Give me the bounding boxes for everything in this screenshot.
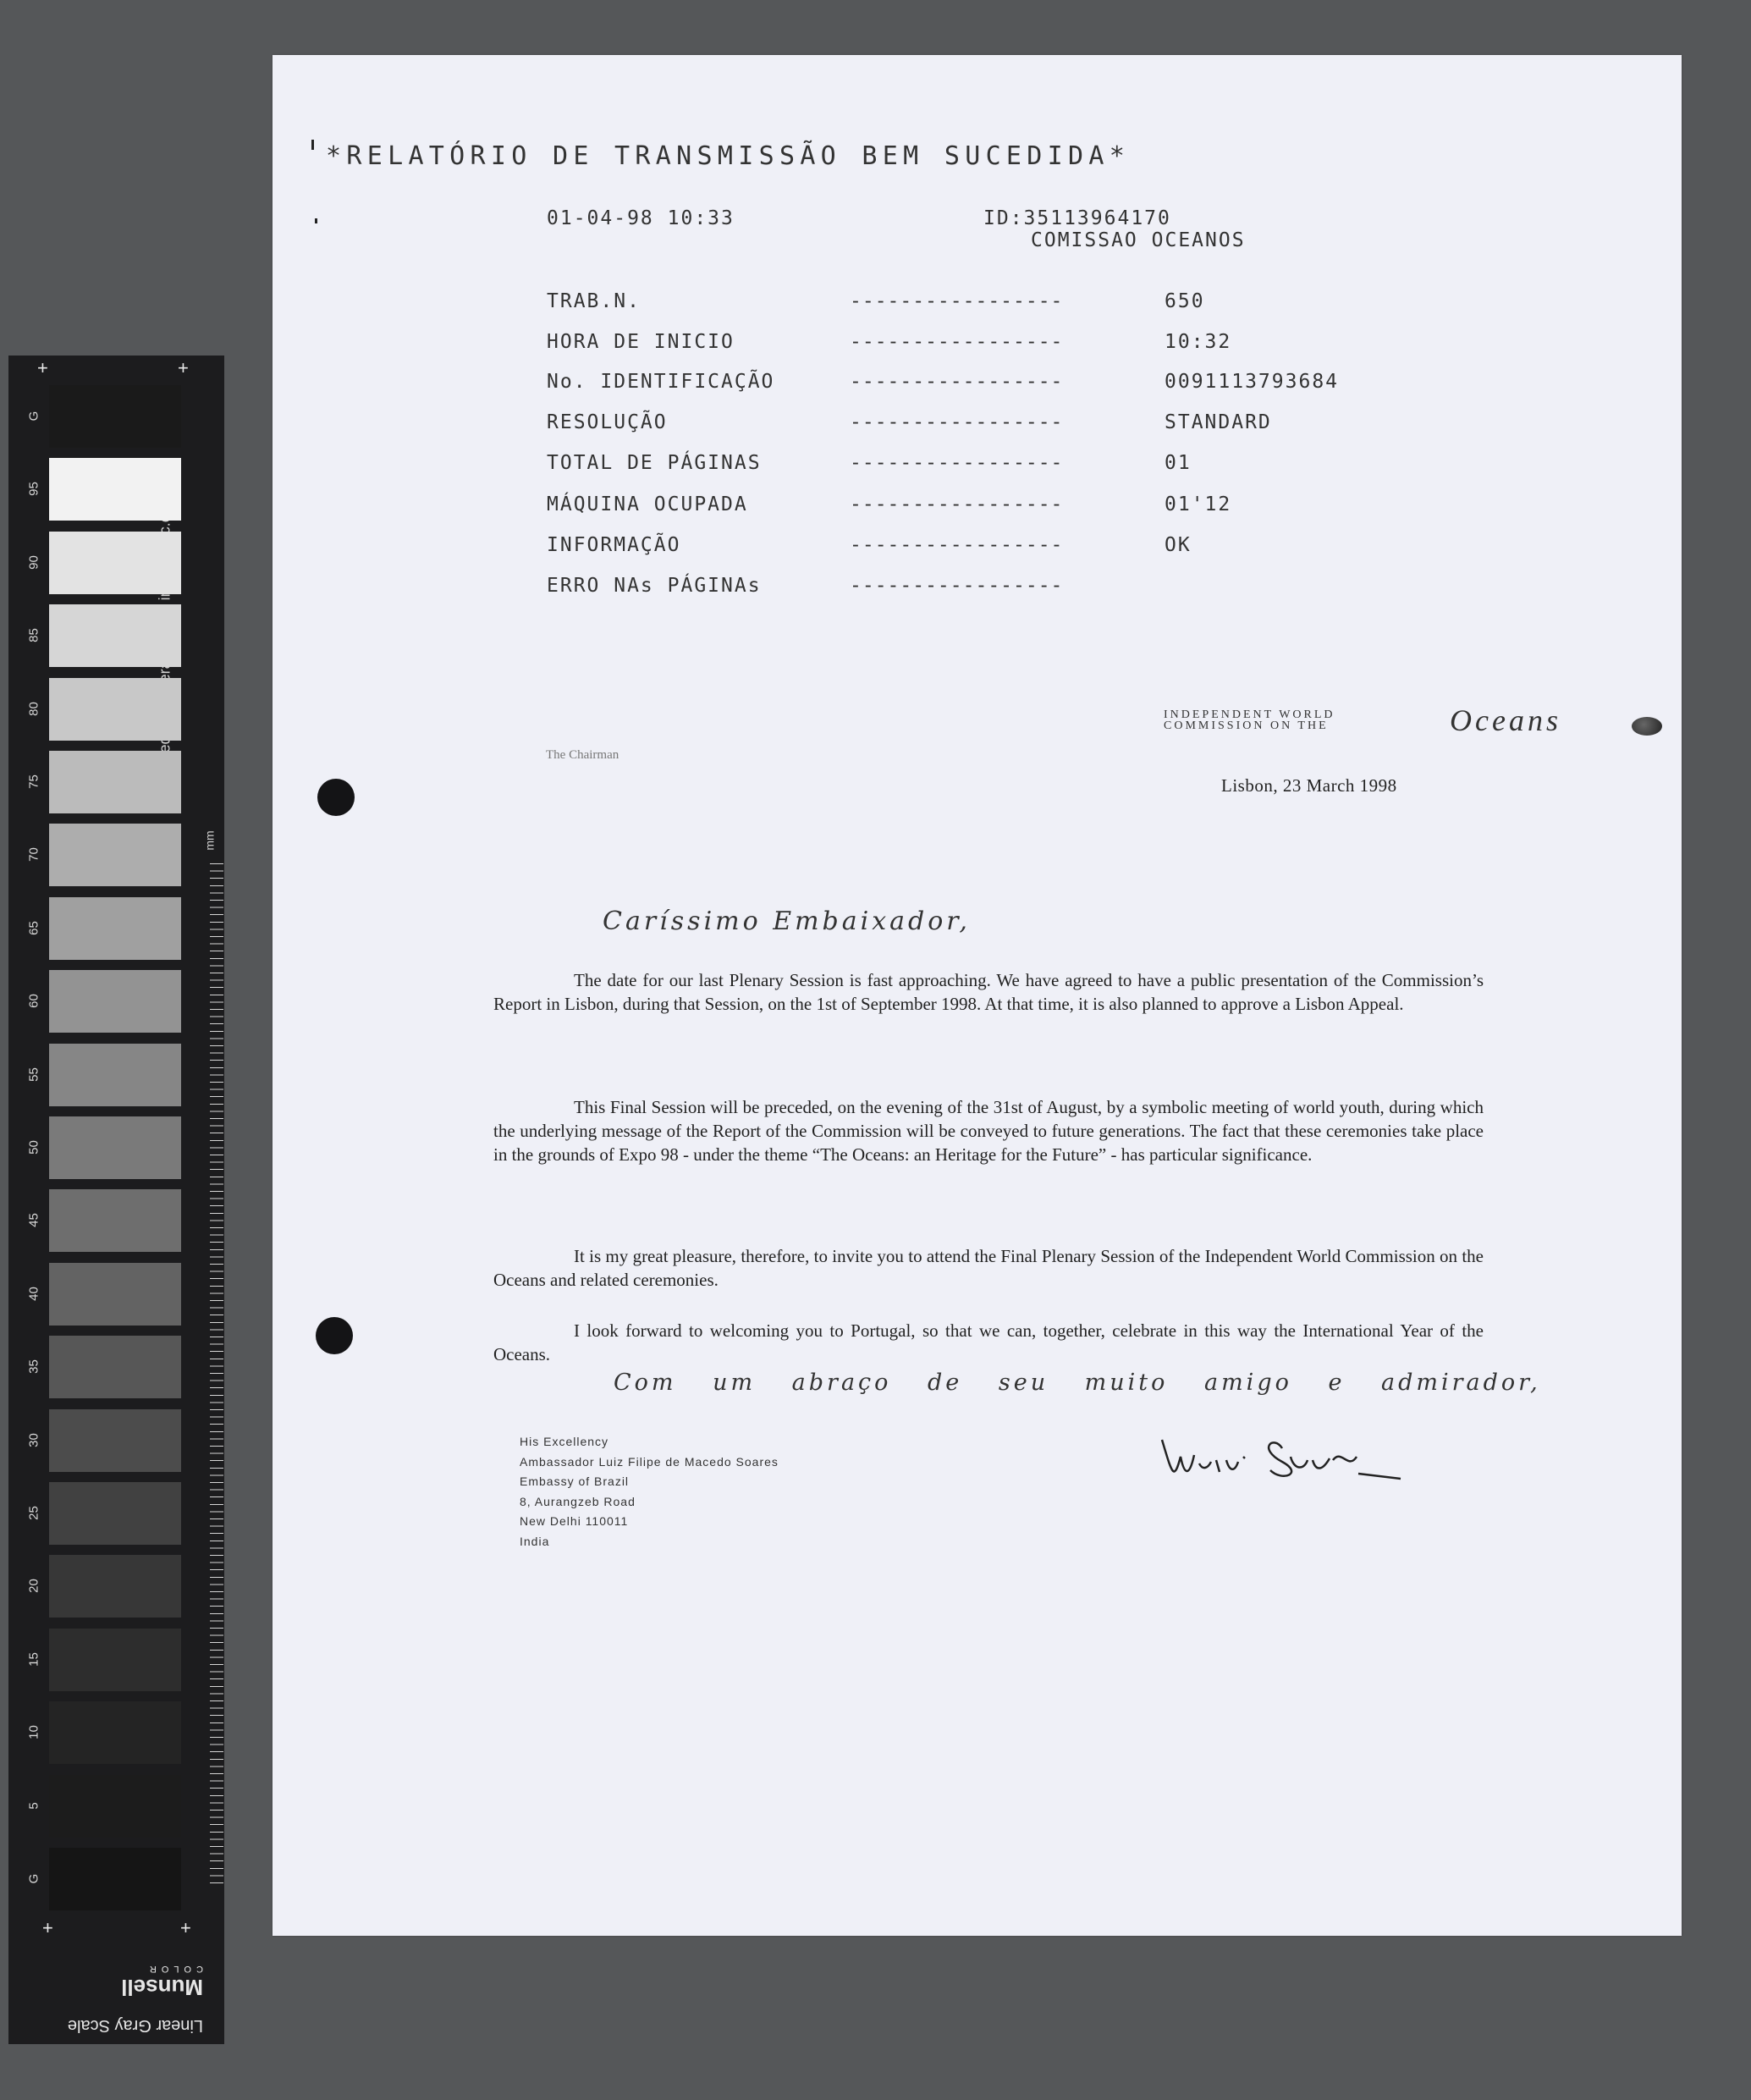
gray-patch-number: 10: [26, 1725, 41, 1740]
fax-datetime: 01-04-98 10:33: [547, 207, 735, 229]
fax-row-label: RESOLUÇÃO: [547, 411, 668, 433]
mm-ruler: [210, 863, 223, 1888]
plus-mark: +: [178, 357, 189, 378]
scale-footer: [42, 1964, 203, 2035]
gray-patch: [49, 678, 181, 741]
globe-logo-icon: [1632, 717, 1662, 736]
fax-row-label: ERRO NAs PÁGINAs: [547, 575, 762, 597]
gray-patch-number: 35: [26, 1359, 41, 1375]
fax-row-value: 10:32: [1165, 331, 1232, 353]
plus-mark: +: [42, 1917, 53, 1938]
chairman-label: The Chairman: [546, 748, 619, 762]
fax-row-dashes: -----------------: [850, 575, 1064, 597]
gray-patch: [49, 1701, 181, 1764]
gray-patch: [49, 1263, 181, 1326]
handwritten-closing: Com um abraço de seu muito amigo e admirador,: [614, 1370, 1541, 1396]
letter-date: Lisbon, 23 March 1998: [1221, 775, 1397, 796]
gray-patch: [49, 1336, 181, 1398]
plus-mark: +: [180, 1917, 191, 1938]
gray-patch: [49, 1189, 181, 1252]
punch-hole: [317, 779, 355, 816]
fax-row-value: 650: [1165, 290, 1205, 312]
fax-sender: COMISSAO OCEANOS: [1031, 229, 1246, 251]
letter-paragraph: [493, 1244, 1484, 1292]
gray-scale-strip: [8, 356, 224, 2044]
letterhead-oceans: Oceans: [1450, 703, 1561, 737]
gray-patch: [49, 970, 181, 1033]
fax-id: ID:35113964170: [983, 207, 1171, 229]
address-line: Embassy of Brazil: [520, 1474, 630, 1488]
address-line: His Excellency: [520, 1435, 609, 1448]
fax-row-dashes: -----------------: [850, 493, 1064, 515]
fax-row-value: OK: [1165, 534, 1192, 556]
scale-title: Linear Gray Scale: [67, 2016, 203, 2035]
paragraph-text: The date for our last Plenary Session is fast approaching. We have agreed to have a public presentation of the Commission’s Report in Lisbon, during that Session, on the 1st of September 1998. At that time, it is also planned to approve a Lisbon Appeal.: [493, 970, 1484, 1014]
gray-patch: [49, 1775, 181, 1838]
gray-patch-number: 20: [26, 1579, 41, 1594]
fax-row-label: HORA DE INICIO: [547, 331, 735, 353]
letter-paragraph: [493, 1319, 1484, 1366]
paragraph-text: This Final Session will be preceded, on the evening of the 31st of August, by a symbolic meeting of world youth, during which the underlying message of the Report of the Commission will be conveyed to future generations. The fact that these ceremonies take place in the grounds of Expo 98 - under the theme “The Oceans: an Heritage for the Future” - has particular significance.: [493, 1097, 1484, 1165]
gray-patch: [49, 1629, 181, 1691]
letterhead-line: COMMISSION ON THE: [1164, 719, 1329, 732]
gray-patch: [49, 1409, 181, 1472]
fax-row-value: 01: [1165, 452, 1192, 474]
fax-report-title: *RELATÓRIO DE TRANSMISSÃO BEM SUCEDIDA*: [326, 141, 1131, 171]
gray-patch-number: 95: [26, 482, 41, 497]
fax-row-label: TRAB.N.: [547, 290, 641, 312]
gray-patch: [49, 1116, 181, 1179]
plus-mark: +: [37, 357, 48, 378]
fax-row-dashes: -----------------: [850, 534, 1064, 556]
address-line: India: [520, 1534, 550, 1548]
letterhead-text: [1164, 709, 1335, 731]
fax-row-dashes: -----------------: [850, 331, 1064, 353]
paragraph-text: It is my great pleasure, therefore, to invite you to attend the Final Plenary Session of the Independent World Commission on the Oceans and related ceremonies.: [493, 1246, 1484, 1290]
gray-patch-number: 55: [26, 1067, 41, 1082]
edge-mark: [315, 218, 317, 223]
gray-patch-number: 25: [26, 1506, 41, 1520]
fax-row-value: 0091113793684: [1165, 371, 1340, 393]
gray-patch-number: 5: [26, 1801, 41, 1810]
gray-patch-number: 40: [26, 1286, 41, 1301]
gray-patch: [49, 1555, 181, 1618]
letterhead-line: INDEPENDENT WORLD: [1164, 708, 1335, 721]
gray-patch-number: 80: [26, 701, 41, 716]
handwritten-salutation: Caríssimo Embaixador,: [603, 907, 971, 936]
gray-patch: [49, 824, 181, 886]
fax-row-dashes: -----------------: [850, 411, 1064, 433]
fax-row-label: MÁQUINA OCUPADA: [547, 493, 748, 515]
gray-patch: [49, 458, 181, 521]
gray-patch-number: 15: [26, 1651, 41, 1667]
fax-row-value: STANDARD: [1165, 411, 1272, 433]
gray-patch-number: 45: [26, 1213, 41, 1228]
gray-patch: [49, 1044, 181, 1106]
gray-patch-number: 70: [26, 847, 41, 863]
paragraph-text: I look forward to welcoming you to Portugal, so that we can, together, celebrate in this way the International Year of the Oceans.: [493, 1320, 1484, 1364]
fax-row-label: No. IDENTIFICAÇÃO: [547, 371, 775, 393]
handwritten-signature: [1155, 1423, 1409, 1491]
gray-patch: [49, 604, 181, 667]
letter-paragraph: [493, 968, 1484, 1016]
fax-row-dashes: -----------------: [850, 452, 1064, 474]
edge-mark: [311, 140, 314, 150]
address-line: New Delhi 110011: [520, 1514, 629, 1528]
gray-patch: [49, 385, 181, 448]
gray-patch-number: 60: [26, 994, 41, 1009]
gray-patch-number: G: [26, 411, 41, 422]
gray-patch: [49, 1848, 181, 1910]
gray-patch: [49, 897, 181, 960]
gray-patch-number: G: [26, 1873, 41, 1884]
fax-row-label: INFORMAÇÃO: [547, 534, 681, 556]
fax-row-dashes: -----------------: [850, 371, 1064, 393]
gray-patch-number: 85: [26, 628, 41, 643]
punch-hole: [316, 1317, 353, 1354]
gray-patch-number: 75: [26, 774, 41, 789]
gray-patch-number: 90: [26, 554, 41, 570]
address-line: Ambassador Luiz Filipe de Macedo Soares: [520, 1454, 779, 1469]
gray-patch-number: 30: [26, 1432, 41, 1447]
gray-patch-number: 65: [26, 920, 41, 935]
fax-row-label: TOTAL DE PÁGINAS: [547, 452, 762, 474]
munsell-sub: COLOR: [144, 1964, 203, 1974]
gray-patch: [49, 751, 181, 813]
gray-patch-number: 50: [26, 1140, 41, 1155]
ruler-unit-label: mm: [202, 830, 217, 851]
fax-row-dashes: -----------------: [850, 290, 1064, 312]
munsell-logo: Munsell: [121, 1975, 203, 2000]
recipient-address: [520, 1432, 779, 1552]
address-line: 8, Aurangzeb Road: [520, 1494, 636, 1508]
gray-patch: [49, 532, 181, 594]
fax-row-value: 01'12: [1165, 493, 1232, 515]
gray-patch: [49, 1482, 181, 1545]
letter-paragraph: [493, 1095, 1484, 1166]
